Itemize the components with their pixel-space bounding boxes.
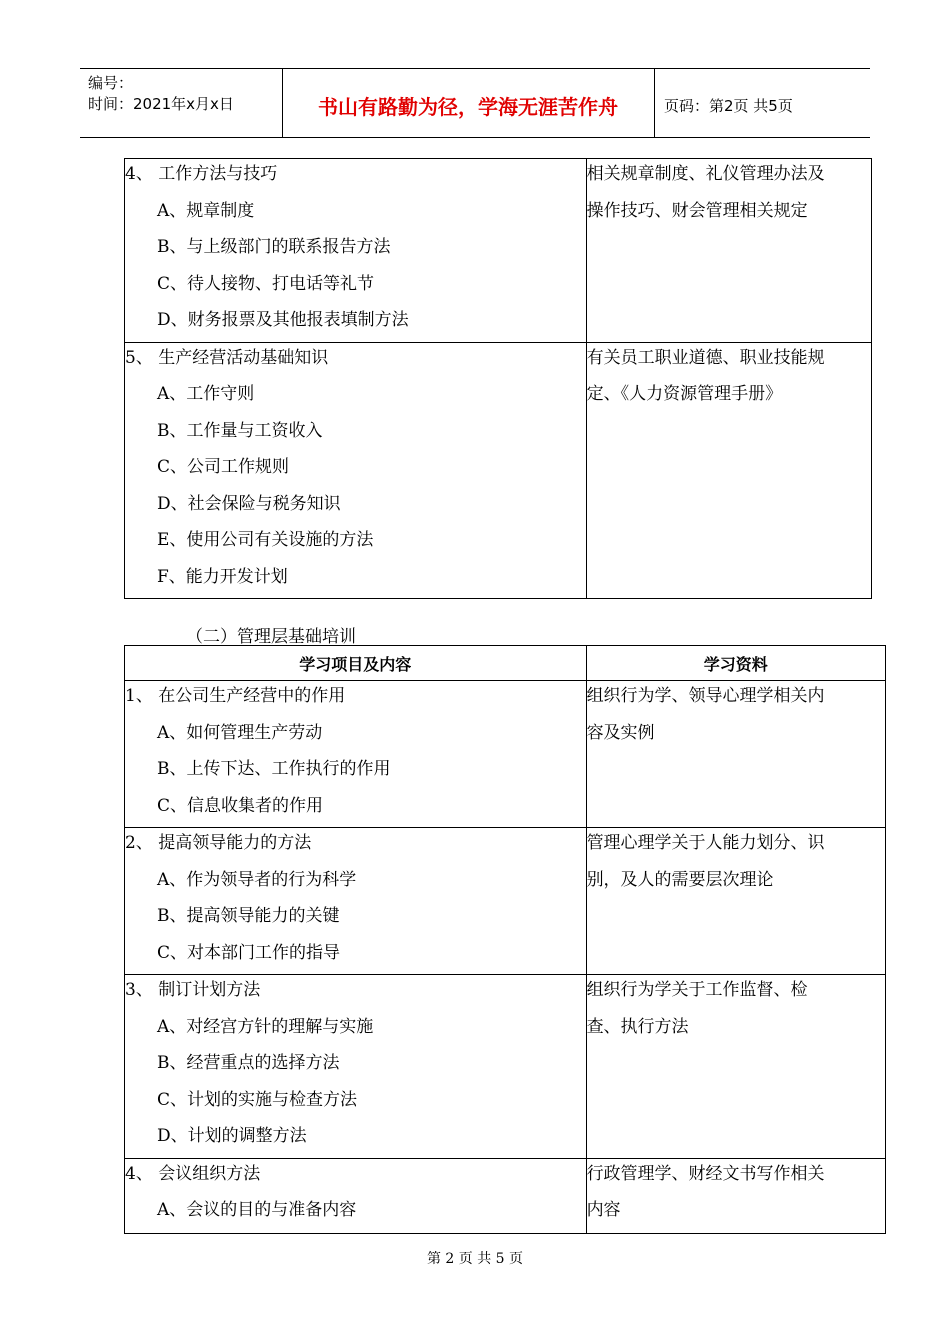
- list-item: B、提高领导能力的关键: [157, 906, 340, 926]
- material-cell: [586, 1158, 885, 1233]
- row-title: 4、 会议组织方法: [125, 1163, 261, 1184]
- table-row: [125, 681, 886, 828]
- material-text: 有关员工职业道德、职业技能规: [586, 347, 825, 368]
- list-item: B、经营重点的选择方法: [157, 1053, 340, 1073]
- list-item: C、对本部门工作的指导: [157, 942, 341, 963]
- material-cell: [586, 975, 885, 1159]
- list-item: A、对经宫方针的理解与实施: [157, 1016, 374, 1037]
- column-header: 学习资料: [586, 646, 885, 681]
- material-cell: [586, 828, 885, 975]
- material-text: 管理心理学关于人能力划分、识: [586, 833, 825, 853]
- serial-label: 编号：: [88, 74, 134, 92]
- row-title: 3、 制订计划方法: [125, 980, 261, 1000]
- page-footer: 第 2 页 共 5 页: [426, 1251, 524, 1267]
- content-cell: [125, 342, 587, 599]
- table-row: [125, 1158, 886, 1233]
- material-text: 容及实例: [586, 722, 655, 743]
- material-text: 内容: [586, 1200, 621, 1220]
- material-cell: [586, 159, 871, 343]
- list-item: A、规章制度: [157, 200, 255, 221]
- row-title: 1、 在公司生产经营中的作用: [125, 686, 346, 706]
- table-row: [125, 342, 872, 599]
- row-title: 4、 工作方法与技巧: [125, 164, 278, 184]
- table-row: [125, 159, 872, 343]
- material-text: 组织行为学、领导心理学相关内: [586, 686, 825, 706]
- list-item: D、计划的调整方法: [157, 1126, 307, 1146]
- section-title: （二）管理层基础培训: [186, 627, 356, 647]
- material-cell: [586, 342, 871, 599]
- page-number-label: 页码：第2页 共5页: [664, 97, 793, 115]
- list-item: D、财务报票及其他报表填制方法: [157, 310, 409, 330]
- material-text: 行政管理学、财经文书写作相关: [586, 1163, 825, 1184]
- page-header: [80, 68, 870, 138]
- list-item: B、上传下达、工作执行的作用: [157, 759, 391, 779]
- content-cell: [125, 159, 587, 343]
- header-motto: 书山有路勤为径，学海无涯苦作舟: [318, 95, 618, 119]
- row-title: 2、 提高领导能力的方法: [125, 833, 312, 853]
- material-text: 操作技巧、财会管理相关规定: [586, 200, 808, 221]
- list-item: A、如何管理生产劳动: [157, 722, 323, 743]
- training-table-1: [124, 158, 872, 599]
- row-title: 5、 生产经营活动基础知识: [125, 347, 329, 368]
- content-cell: [125, 1158, 587, 1233]
- list-item: A、工作守则: [157, 384, 255, 404]
- column-header: 学习项目及内容: [125, 646, 587, 681]
- content-cell: [125, 828, 587, 975]
- table-row: [125, 828, 886, 975]
- content-cell: [125, 681, 587, 828]
- material-text: 查、执行方法: [586, 1016, 689, 1037]
- material-text: 组织行为学关于工作监督、检: [586, 980, 808, 1000]
- content-cell: [125, 975, 587, 1159]
- list-item: C、公司工作规则: [157, 457, 290, 477]
- list-item: C、信息收集者的作用: [157, 795, 324, 816]
- list-item: A、作为领导者的行为科学: [157, 869, 357, 890]
- list-item: B、工作量与工资收入: [157, 420, 323, 441]
- table-row: [125, 975, 886, 1159]
- material-text: 别，及人的需要层次理论: [586, 869, 774, 890]
- list-item: A、会议的目的与准备内容: [157, 1200, 357, 1220]
- material-text: 相关规章制度、礼仪管理办法及: [586, 164, 825, 184]
- header-meta: [88, 73, 234, 115]
- list-item: B、与上级部门的联系报告方法: [157, 237, 391, 257]
- date-label: 时间：2021年x月x日: [88, 95, 234, 113]
- list-item: E、使用公司有关设施的方法: [157, 530, 374, 550]
- training-table-2: [124, 645, 886, 1234]
- header-divider: [654, 69, 655, 137]
- list-item: C、待人接物、打电话等礼节: [157, 273, 375, 294]
- list-item: D、社会保险与税务知识: [157, 493, 341, 514]
- table-header-row: [125, 646, 886, 681]
- list-item: C、计划的实施与检查方法: [157, 1089, 358, 1110]
- list-item: F、能力开发计划: [157, 566, 288, 587]
- material-cell: [586, 681, 885, 828]
- material-text: 定、《人力资源管理手册》: [586, 384, 783, 404]
